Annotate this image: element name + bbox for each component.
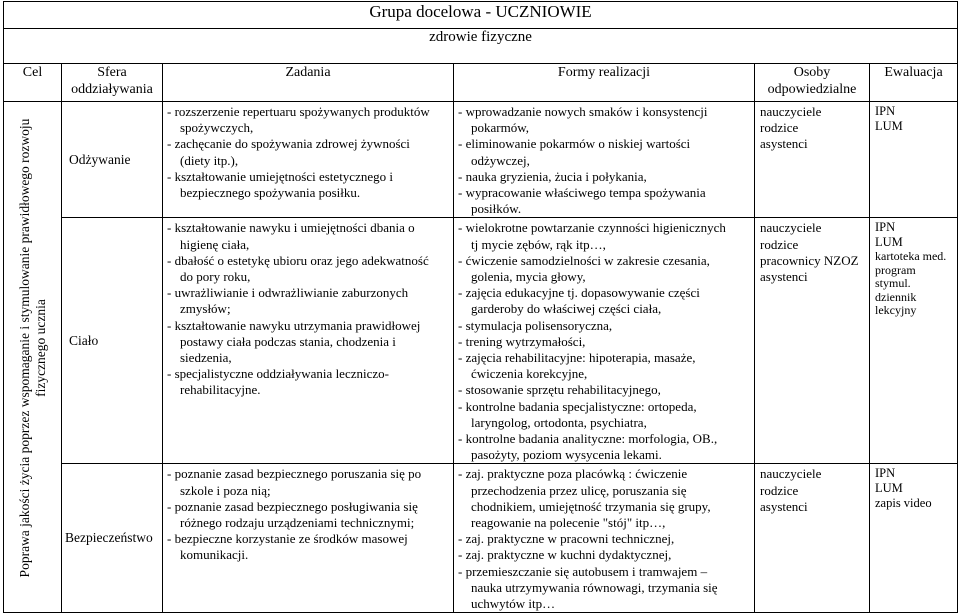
text-line: nauczyciele <box>760 466 822 482</box>
text-line: (diety itp.), <box>180 152 239 168</box>
header-sfera-line2: oddziaływania <box>71 82 153 97</box>
formy-cell <box>454 464 755 613</box>
text-line: reagowanie na polecenie "stój" itp…, <box>471 515 666 531</box>
osoby-cell <box>755 464 870 613</box>
text-line: rodzice <box>760 120 799 136</box>
header-formy: Formy realizacji <box>454 64 755 102</box>
text-line: rodzice <box>760 482 799 498</box>
text-line: - bezpieczne korzystanie ze środków masowej <box>167 531 408 547</box>
text-line: - zaj. praktyczne w pracowni technicznej, <box>458 531 675 547</box>
text-line: - kontrolne badania analityczne: morfologia, OB., <box>458 431 718 447</box>
text-line: - eliminowanie pokarmów o niskiej wartości <box>458 136 691 152</box>
text-line: asystenci <box>760 269 808 285</box>
text-line: zmysłów; <box>180 301 231 317</box>
table-row <box>4 218 958 464</box>
text-line: - zajęcia edukacyjne tj. dopasowywanie części <box>458 285 700 301</box>
text-line: garderoby do właściwej części ciała, <box>471 301 662 317</box>
text-line: program stymul. <box>875 262 916 291</box>
header-sfera-line1: Sfera <box>97 65 127 80</box>
text-line: - kontrolne badania specjalistyczne: ortopeda, <box>458 398 697 414</box>
text-line: dziennik <box>875 289 917 304</box>
zadania-cell <box>163 464 454 613</box>
header-osoby-line2: odpowiedzialne <box>767 82 857 97</box>
text-line: - kształtowanie umiejętności estetycznego i <box>167 168 393 184</box>
table-row <box>4 102 958 218</box>
text-line: - trening wytrzymałości, <box>458 333 586 349</box>
text-line: - nauka gryzienia, żucia i połykania, <box>458 168 647 184</box>
text-line: nauka utrzymywania równowagi, trzymania się <box>471 579 718 595</box>
text-line: odżywczej, <box>471 152 530 168</box>
text-line: LUM <box>875 481 903 496</box>
text-line: szkole i poza nią; <box>180 482 271 498</box>
sfera-odzywanie: Odżywanie <box>62 102 163 218</box>
osoby-cell <box>755 218 870 464</box>
text-line: LUM <box>875 119 903 133</box>
text-line: IPN <box>875 104 896 118</box>
text-line: pracownicy NZOZ <box>760 252 859 268</box>
header-zadania: Zadania <box>163 64 454 102</box>
text-line: - zachęcanie do spożywania zdrowej żywności <box>167 136 410 152</box>
text-line: bezpiecznego spożywania posiłku. <box>180 185 361 201</box>
text-line: - zajęcia rehabilitacyjne: hipoterapia, masaże, <box>458 350 696 366</box>
ewaluacja-cell <box>870 464 958 613</box>
text-line: nauczyciele <box>760 220 822 236</box>
text-line: - wielokrotne powtarzanie czynności higienicznych <box>458 220 726 236</box>
ewaluacja-cell <box>870 218 958 464</box>
header-sfera <box>62 64 163 102</box>
text-line: higienę ciała, <box>180 236 250 252</box>
text-line: - uwrażliwianie i odwrażliwianie zaburzonych <box>167 285 409 301</box>
text-line: - zaj. praktyczne poza placówką : ćwiczenie <box>458 466 688 482</box>
text-line: lekcyjny <box>875 303 917 318</box>
text-line: IPN <box>875 466 896 481</box>
text-line: pasożyty, poziom wysycenia lekami. <box>471 447 662 463</box>
text-line: asystenci <box>760 498 808 514</box>
text-line: postawy ciała podczas stania, chodzenia i <box>180 333 396 349</box>
header-ewaluacja: Ewaluacja <box>870 64 958 102</box>
text-line: komunikacji. <box>180 547 249 563</box>
text-line: - poznanie zasad bezpiecznego poruszania się po <box>167 466 422 482</box>
zadania-cell <box>163 218 454 464</box>
text-line: pokarmów, <box>471 120 530 136</box>
text-line: ćwiczenia korekcyjne, <box>471 366 588 382</box>
program-table <box>3 1 958 613</box>
text-line: - dbałość o estetykę ubioru oraz jego adekwatność <box>167 252 429 268</box>
text-line: LUM <box>875 235 903 250</box>
text-line: - wypracowanie właściwego tempa spożywania <box>458 185 706 201</box>
text-line: - kształtowanie nawyku utrzymania prawidłowej <box>167 317 421 333</box>
text-line: rehabilitacyjne. <box>180 382 261 398</box>
header-cel: Cel <box>4 64 62 102</box>
text-line: rodzice <box>760 236 799 252</box>
text-line: do pory roku, <box>180 269 251 285</box>
text-line: asystenci <box>760 136 808 152</box>
ewaluacja-cell <box>870 102 958 218</box>
sfera-cialo: Ciało <box>62 218 163 464</box>
table-row <box>4 464 958 613</box>
text-line: siedzenia, <box>180 350 232 366</box>
text-line: tj mycie zębów, rąk itp…, <box>471 236 606 252</box>
text-line: różnego rodzaju urządzeniami technicznymi; <box>180 515 415 531</box>
text-line: - poznanie zasad bezpiecznego posługiwania się <box>167 498 418 514</box>
text-line: kartoteka med. <box>875 249 947 264</box>
text-line: - kształtowanie nawyku i umiejętności dbania o <box>167 220 415 236</box>
text-line: - rozszerzenie repertuaru spożywanych produktów <box>167 104 430 119</box>
cel-text <box>17 119 49 578</box>
text-line: chodnikiem, umiejętność trzymania się grupy, <box>471 498 711 514</box>
header-osoby-line1: Osoby <box>793 65 831 80</box>
zadania-cell <box>163 102 454 218</box>
text-line: nauczyciele <box>760 104 822 119</box>
text-line: golenia, mycia głowy, <box>471 269 586 285</box>
text-line: zapis video <box>875 496 932 511</box>
header-osoby <box>755 64 870 102</box>
document-title: Grupa docelowa - UCZNIOWIE <box>4 2 958 29</box>
cel-line1: Poprawa jakości życia poprzez wspomaganie i stymulowanie prawidłowego rozwoju <box>16 118 32 578</box>
cel-line2: fizycznego ucznia <box>32 299 48 397</box>
text-line: posiłków. <box>471 201 522 217</box>
text-line: - stosowanie sprzętu rehabilitacyjnego, <box>458 382 661 398</box>
text-line: IPN <box>875 220 896 235</box>
sfera-bezpieczenstwo: Bezpieczeństwo <box>62 464 163 613</box>
document-subtitle: zdrowie fizyczne <box>4 29 958 64</box>
text-line: - stymulacja polisensoryczna, <box>458 317 613 333</box>
osoby-cell <box>755 102 870 218</box>
text-line: laryngolog, ortodonta, psychiatra, <box>471 414 647 430</box>
text-line: - zaj. praktyczne w kuchni dydaktycznej, <box>458 547 672 563</box>
cel-cell <box>4 102 62 613</box>
text-line: uchwytów itp… <box>471 596 556 612</box>
text-line: - specjalistyczne oddziaływania leczniczo- <box>167 366 389 382</box>
text-line: spożywczych, <box>180 120 254 136</box>
text-line: przechodzenia przez ulicę, poruszania się <box>471 482 687 498</box>
text-line: - ćwiczenie samodzielności w zakresie czesania, <box>458 252 710 268</box>
text-line: - przemieszczanie się autobusem i tramwajem – <box>458 563 708 579</box>
formy-cell <box>454 102 755 218</box>
text-line: - wprowadzanie nowych smaków i konsystencji <box>458 104 708 119</box>
formy-cell <box>454 218 755 464</box>
